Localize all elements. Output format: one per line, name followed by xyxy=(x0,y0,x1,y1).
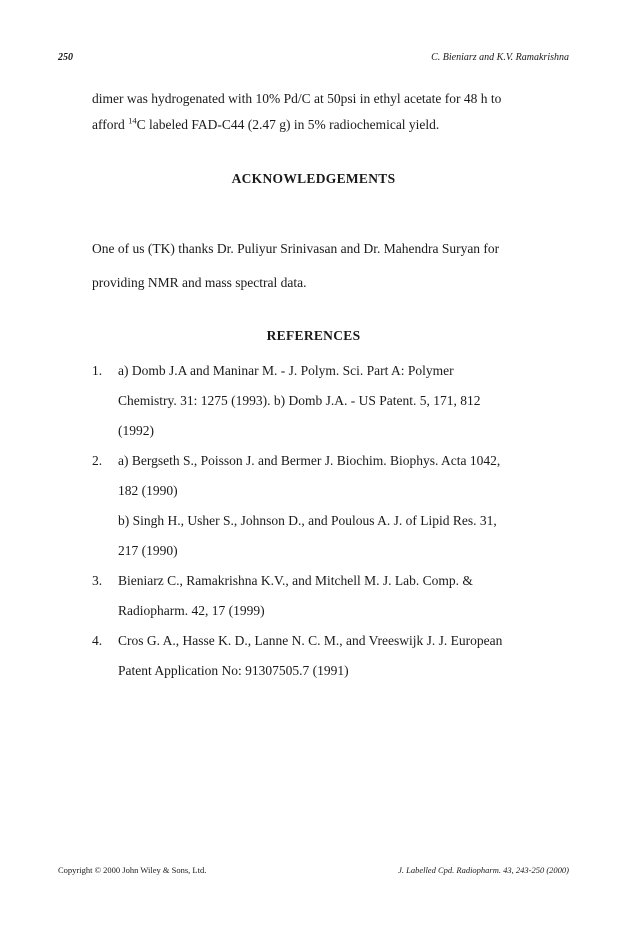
reference-line: b) Singh H., Usher S., Johnson D., and Poulous A. J. of Lipid Res. 31, xyxy=(118,513,497,528)
copyright-notice: Copyright © 2000 John Wiley & Sons, Ltd. xyxy=(58,865,207,875)
reference-item xyxy=(92,626,552,686)
acknowledgements-line-1: One of us (TK) thanks Dr. Puliyur Srinivasan and Dr. Mahendra Suryan for xyxy=(92,241,500,256)
page-header xyxy=(58,52,569,68)
reference-number: 1. xyxy=(92,363,103,378)
reference-line: (1992) xyxy=(118,423,154,438)
journal-citation: J. Labelled Cpd. Radiopharm. 43, 243-250 (2000) xyxy=(398,865,569,875)
reference-item xyxy=(92,356,552,446)
isotope-superscript: 14 xyxy=(128,115,137,126)
intro-paragraph xyxy=(92,86,552,138)
reference-line: 182 (1990) xyxy=(118,483,178,498)
acknowledgements-paragraph xyxy=(92,232,552,300)
reference-line: 217 (1990) xyxy=(118,543,178,558)
reference-line: Radiopharm. 42, 17 (1999) xyxy=(118,603,265,618)
running-head: C. Bieniarz and K.V. Ramakrishna xyxy=(431,52,569,63)
intro-line-2-end: C labeled FAD-C44 (2.47 g) in 5% radiochemical yield. xyxy=(136,117,440,132)
intro-line-2-start: afford xyxy=(92,117,129,132)
reference-item xyxy=(92,446,552,566)
reference-item xyxy=(92,566,552,626)
reference-number: 3. xyxy=(92,573,103,588)
page-number: 250 xyxy=(58,52,73,63)
references-heading: REFERENCES xyxy=(266,328,361,343)
reference-line: a) Domb J.A and Maninar M. - J. Polym. Sci. Part A: Polymer xyxy=(118,363,454,378)
intro-line-1: dimer was hydrogenated with 10% Pd/C at 50psi in ethyl acetate for 48 h to xyxy=(92,91,502,106)
reference-line: Chemistry. 31: 1275 (1993). b) Domb J.A. - US Patent. 5, 171, 812 xyxy=(118,393,481,408)
reference-line: Cros G. A., Hasse K. D., Lanne N. C. M., and Vreeswijk J. J. European xyxy=(118,633,503,648)
reference-number: 2. xyxy=(92,453,103,468)
reference-line: a) Bergseth S., Poisson J. and Bermer J. Biochim. Biophys. Acta 1042, xyxy=(118,453,501,468)
reference-number: 4. xyxy=(92,633,103,648)
reference-line: Bieniarz C., Ramakrishna K.V., and Mitchell M. J. Lab. Comp. & xyxy=(118,573,473,588)
acknowledgements-heading: ACKNOWLEDGEMENTS xyxy=(231,171,396,186)
reference-line: Patent Application No: 91307505.7 (1991) xyxy=(118,663,349,678)
page-footer xyxy=(58,865,569,879)
references-list xyxy=(92,356,552,686)
intro-line-2 xyxy=(92,112,552,138)
acknowledgements-line-2: providing NMR and mass spectral data. xyxy=(92,275,307,290)
